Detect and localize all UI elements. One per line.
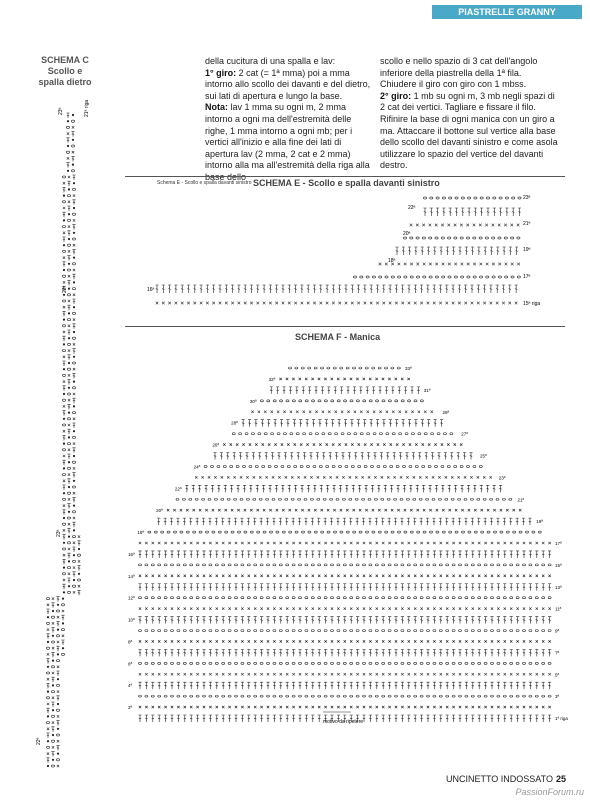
f-row-left-22: 22ª bbox=[174, 486, 182, 492]
nota-text: lav 1 mma su ogni m, 2 mma intorno a ogni ma dell'estremità delle righe, 1 mma intorno a ogni mb; per i vertici all'inizio e alla fine dei lati di apertura lav (2 mma, 2 cat e 2 mma) intorno alla ma all'estremità della riga alla base dello bbox=[205, 102, 370, 182]
nota-label: Nota: bbox=[205, 102, 228, 113]
f-row-right-21: 21ª bbox=[517, 497, 525, 503]
schema-c-subtitle-1: Scollo e bbox=[47, 66, 83, 76]
schema-e bbox=[125, 176, 565, 316]
section-label: PIASTRELLE GRANNY bbox=[432, 5, 582, 19]
f-row-right-33: 33ª bbox=[405, 366, 412, 371]
f-row-right-11: 11ª bbox=[555, 606, 562, 612]
f-row-right-13: 13ª bbox=[555, 584, 562, 590]
text-column-2 bbox=[380, 56, 560, 172]
e-row-19: 19ª bbox=[523, 247, 531, 253]
f-row-right-25: 25ª bbox=[480, 453, 487, 459]
schema-c-subtitle-2: spalla dietro bbox=[38, 77, 92, 87]
giro-1-label: 1° giro: bbox=[205, 67, 237, 78]
c-label-0: 23ª bbox=[58, 107, 64, 115]
f-row-left-6: 6ª bbox=[128, 661, 133, 667]
repeat-label: motivo da ripetere bbox=[323, 719, 364, 725]
page-number: 25 bbox=[555, 774, 566, 784]
schema-c-title: SCHEMA C bbox=[41, 55, 89, 65]
giro-1-text: 2 cat (= 1ª mma) poi a mma intorno allo scollo dei davanti e del dietro, sui lati di apertura e lungo la base. bbox=[205, 67, 371, 101]
f-row-left-28: 28ª bbox=[231, 420, 238, 426]
giro-2-text: 1 mb su ogni m, 3 mb negli spazi di 2 cat dei vertici. Tagliare e fissare il filo. Rifinire la base di ogni manica con un giro a ma. Attaccare il bottone sul vertice alla base dello scollo del davanti sinistro e come asola utilizzare lo spazio del vertice del davanti destro. bbox=[380, 90, 558, 171]
c-label-4: 22ª bbox=[36, 737, 42, 745]
f-row-right-5: 5ª bbox=[555, 672, 560, 678]
f-row-left-32: 32ª bbox=[268, 376, 276, 382]
giro-2-label: 2° giro: bbox=[380, 90, 412, 101]
giro-1-paragraph bbox=[205, 68, 375, 103]
f-row-left-4: 4ª bbox=[128, 683, 133, 689]
f-row-left-12: 12ª bbox=[128, 595, 135, 601]
e-row-15: 15ª riga bbox=[523, 301, 541, 307]
f-row-right-17: 17ª bbox=[555, 541, 562, 546]
magazine-name: UNCINETTO INDOSSATO bbox=[445, 774, 553, 784]
f-row-right-1: 1ª riga bbox=[555, 716, 568, 721]
f-row-right-3: 3ª bbox=[555, 694, 560, 700]
f-row-right-23: 23ª bbox=[498, 475, 506, 481]
f-row-left-26: 26ª bbox=[212, 442, 220, 448]
footer bbox=[446, 774, 566, 784]
schema-c bbox=[10, 55, 120, 780]
schema-e-title: SCHEMA E - Scollo e spalla davanti sinistro bbox=[253, 178, 440, 188]
f-row-left-16: 16ª bbox=[128, 551, 135, 557]
e-row-16: 16ª bbox=[147, 287, 155, 293]
nota-paragraph bbox=[205, 102, 375, 183]
c-label-1: 21ª riga bbox=[84, 99, 90, 117]
e-row-20: 20ª bbox=[403, 231, 411, 237]
f-row-left-8: 8ª bbox=[128, 639, 133, 645]
schema-f-title: SCHEMA F - Manica bbox=[295, 332, 381, 342]
f-row-right-27: 27ª bbox=[461, 431, 468, 437]
schema-f-chart bbox=[125, 326, 568, 736]
e-row-22: 22ª bbox=[408, 205, 416, 211]
f-row-left-20: 20ª bbox=[156, 508, 163, 514]
schema-c-chart bbox=[10, 55, 120, 780]
f-row-right-9: 9ª bbox=[555, 628, 560, 634]
f-row-left-30: 30ª bbox=[249, 398, 257, 404]
f-row-left-18: 18ª bbox=[137, 530, 145, 536]
f-row-left-10: 10ª bbox=[128, 617, 135, 623]
e-row-21: 21ª bbox=[523, 221, 531, 227]
f-row-right-29: 29ª bbox=[442, 409, 450, 415]
schema-f bbox=[125, 326, 568, 736]
f-row-left-2: 2ª bbox=[128, 705, 133, 711]
c-label-3: 23ª bbox=[56, 529, 62, 537]
f-row-left-14: 14ª bbox=[128, 573, 135, 579]
schema-e-chart bbox=[125, 176, 565, 316]
e-row-17: 17ª bbox=[523, 274, 531, 280]
col2-intro: scollo e nello spazio di 3 cat dell'angolo inferiore della piastrella della 1ª fila. Chiudere il giro con giro con 1 mbss. bbox=[380, 56, 538, 90]
e-row-18: 18ª bbox=[388, 258, 396, 264]
text-column-1 bbox=[205, 56, 375, 184]
f-row-right-15: 15ª bbox=[555, 562, 562, 568]
giro-2-paragraph bbox=[380, 91, 560, 172]
watermark: PassionForum.ru bbox=[515, 787, 584, 797]
schema-e-small-caption: Schema E - Scollo e spalla davanti sinistro bbox=[157, 180, 252, 186]
f-row-right-31: 31ª bbox=[423, 387, 431, 393]
f-row-left-24: 24ª bbox=[193, 464, 201, 470]
c-label-2: 22ª bbox=[62, 285, 68, 293]
e-row-23: 23ª bbox=[523, 195, 531, 201]
col1-intro: della cucitura di una spalla e lav: bbox=[205, 56, 336, 66]
f-row-right-7: 7ª bbox=[555, 650, 560, 656]
f-row-right-19: 19ª bbox=[536, 519, 543, 525]
